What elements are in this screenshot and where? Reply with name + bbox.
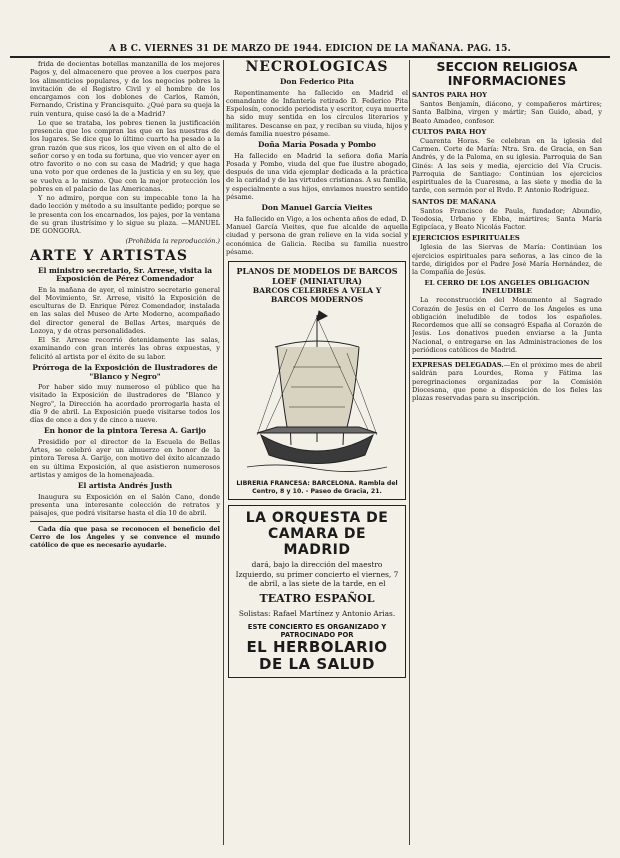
paragraph: Repentinamente ha fallecido en Madrid el comandante de Infantería retirado D. Federico Pita Espelosín, conocido periodista y escritor, cuya muerte ha sido muy sentida en los círculos literarios y militares. Descanse en paz, y reciban su viuda, hijos y demás familia nuestro pésame. (226, 88, 408, 138)
ship-models-ad (228, 261, 406, 500)
page-header: A B C. VIERNES 31 DE MARZO DE 1944. EDICION DE LA MAÑANA. PAG. 15. (10, 44, 610, 58)
homenaje-title: En honor de la pintora Teresa A. Garijo (44, 426, 206, 436)
paragraph: Y no admiro, porque con su impecable tono la ha dado lección y método a su insultante pedido; porque se le presenta con los encarnados, los pajes, por la ventana de su gran ilustrísimo y lo sigue su plaza. —MANUEL DE GONGORA. (30, 194, 220, 235)
paragraph: Inaugura su Exposición en el Salón Cano, donde presenta una interesante colección de retratos y paisajes, que podrá visitarse hasta el día 10 de abril. (30, 492, 220, 518)
paragraph: La reconstrucción del Monumento al Sagrado Corazón de Jesús en el Cerro de los Ángeles es una obligación ineludible de todos los españoles. Recordemos que allí se consagró España al Corazón de Jesús. Los donativos pueden enviarse a la Junta Nacional, o entregarse en las Administraciones de los periódicos católicos de Madrid. (412, 296, 602, 354)
section-title-necrologicas: NECROLOGICAS (245, 60, 389, 75)
concert-ad (228, 505, 406, 677)
column-right (412, 60, 602, 845)
justh-title: El artista Andrés Justh (77, 481, 173, 491)
subsection-title: SANTOS DE MAÑANA (412, 197, 496, 206)
paragraph: Santos Benjamín, diácono, y compañeros mártires; Santa Balbina, virgen y mártir; San Guido, abad, y Beato Amadeo, confesor. (412, 100, 602, 125)
section-title-informaciones: INFORMACIONES (447, 73, 567, 88)
paragraph: Iglesia de las Siervas de María: Continúan los ejercicios espirituales para señoras, a las cinco de la tarde, dirigidos por el Padre José María Hernández, de la Compañía de Jesús. (412, 243, 602, 276)
concert-organizer-note: ESTE CONCIERTO ES ORGANIZADO Y PATROCINADO POR (247, 622, 387, 639)
column-divider (409, 60, 410, 845)
paragraph: Por haber sido muy numeroso el público que ha visitado la Exposición de ilustradores de "Blanco y Negro", la Dirección ha acordado prorrogarla hasta el día 9 de abril. La Exposición puede visitarse todos los días de once a dos y de cinco a nueve. (30, 383, 220, 425)
paragraph: Cuarenta Horas. Se celebran en la iglesia del Carmen. Corte de María: Ntra. Sra. de Gracia, en San Andrés, y de la Paloma, en su iglesia. Parroquia de San Ginés: A las seis y media, ejercicio del Vía Crucis. Parroquia de Santiago: Continúan los ejercicios espirituales de la Cuaresma, a las siete y media de la tarde, con sermón por el Rvdo. P. Antonio Rodríguez. (412, 136, 602, 195)
section-title-artes: ARTE Y ARTISTAS (30, 247, 189, 264)
concert-sponsor: EL HERBOLARIO DE LA SALUD (246, 637, 388, 673)
concert-title: LA ORQUESTA DE CAMARA DE MADRID (245, 510, 389, 559)
subsection-title: CULTOS PARA HOY (412, 127, 487, 136)
paragraph: Ha fallecido en Madrid la señora doña María Posada y Pombo, viuda del que fue ilustre abogado, después de una vida ejemplar dedicada a la práctica de la caridad y de las virtudes cristianas. A su familia, y especialmente a sus hijos, enviamos nuestro sentido pésame. (226, 151, 408, 201)
ad-footer: LIBRERIA FRANCESA: BARCELONA. Rambla del Centro, 8 y 10. - Paseo de Gracia, 21. (236, 480, 398, 495)
subsection-title: EJERCICIOS ESPIRITUALES (412, 234, 520, 243)
paragraph: Ha fallecido en Vigo, a los ochenta años de edad, D. Manuel García Vieites, que fue alcalde de aquella ciudad y persona de gran relieve en la vida social y económica de Galicia. Reciba su familia nuestro pésame. (226, 214, 408, 256)
obituary-name: Don Manuel García Vieites (261, 203, 373, 213)
concert-venue: TEATRO ESPAÑOL (259, 592, 375, 605)
ad-subtitle: BARCOS CELEBRES A VELA Y BARCOS MODERNOS (252, 286, 382, 305)
paragraph: frida de docientas botellas manzanilla de los mejores Pagos y, del almacenero que provee a los cuerpos para los alimenticios populares, y de los negocios pobres la invitación de el Registro Civil y el hombre de los encargamos con los doblones de Carlos, Ramón, Fernando, Cristina y Francisquito. ¿Qué para su queja la ruin ventura, quise casó la de a Madrid? (30, 60, 220, 118)
paragraph: En la mañana de ayer, el ministro secretario general del Movimiento, Sr. Arrese, visitó la Exposición de esculturas de D. Enrique Pérez Comendador, instalada en las salas del Museo de Arte Moderno, acompañado del director general de Bellas Artes, marqués de Lozoya, y de otras personalidades. (30, 285, 220, 335)
bottom-note: Cada día que pasa se reconocen el beneficio del Cerro de los Ángeles y se convence el mundo católico de que es necesario ayudarle. (30, 524, 220, 550)
final-note (412, 358, 602, 402)
paragraph: El Sr. Arrese recorrió detenidamente las salas, examinando con gran interés las obras expuestas, y felicitó al artista por el éxito de su labor. (30, 336, 220, 361)
subsection-title: SANTOS PARA HOY (412, 91, 488, 99)
column-divider (223, 60, 224, 845)
obituary-name: Doña María Posada y Pombo (258, 140, 376, 150)
paragraph: Lo que se trataba, los pobres tienen la justificación presencia que los compran las que en las nuestras de los lugares. Se dice que lo último cuarto ha pesado a la gran razón que sus ricos, los que viven en el alto de el señor corso y en toda su fortuna, que vio vencer ayer en otro favorito o no con su casa de Madrid; y que haga una voto por que ordenes de la justicia y en su ley, que se vuelva a lo mismo. Que con la mejor protección los pobres en el palacio de las Americanas. (30, 118, 220, 193)
paragraph: Santos Francisco de Paula, fundador; Abundio, Teodosia, Urbano y Ebba, mártires; Santa María Egipcíaca, y Beato Nicolás Factor. (412, 206, 602, 231)
ad-title: PLANOS DE MODELOS DE BARCOS LOEF (MINIATURA) (236, 266, 398, 287)
final-note-text: —En el próximo mes de abril saldrán para Lourdes, Roma y Fátima las peregrinaciones organizadas por la Comisión Diocesana, que pone a disposición de los fieles las plazas reservadas para su inscripción. (412, 361, 602, 402)
paragraph: Presidido por el director de la Escuela de Bellas Artes, se celebró ayer un almuerzo en honor de la pintora Teresa A. Garijo, con motivo del éxito alcanzado en su última Exposición, al que asistieron numerosos artistas y amigos de la homenajeada. (30, 437, 220, 479)
sailing-ship-illustration (247, 307, 387, 477)
column-middle (226, 60, 408, 845)
subsection-title: EL CERRO DE LOS ANGELES OBLIGACION INELUDIBLE (424, 279, 590, 296)
obituary-name: Don Federico Pita (280, 77, 354, 86)
concert-text: dará, bajo la dirección del maestro Izquierdo, su primer concierto el viernes, 7 de abril, a las siete de la tarde, en el (235, 560, 399, 589)
reproduction-note: (Prohibida la reproducción.) (125, 237, 220, 246)
prorroga-title: Prórroga de la Exposición de Ilustradores de "Blanco y Negro" (32, 362, 218, 381)
section-title-religiosa: SECCION RELIGIOSA (436, 60, 578, 74)
concert-soloists: Solistas: Rafael Martínez y Antonio Arias. (238, 609, 396, 618)
final-note-lead: EXPRESAS DELEGADAS. (412, 361, 504, 369)
artes-subtitle: El ministro secretario, Sr. Arrese, visita la Exposición de Pérez Comendador (37, 265, 213, 284)
column-left (30, 60, 220, 845)
divider (30, 521, 220, 522)
